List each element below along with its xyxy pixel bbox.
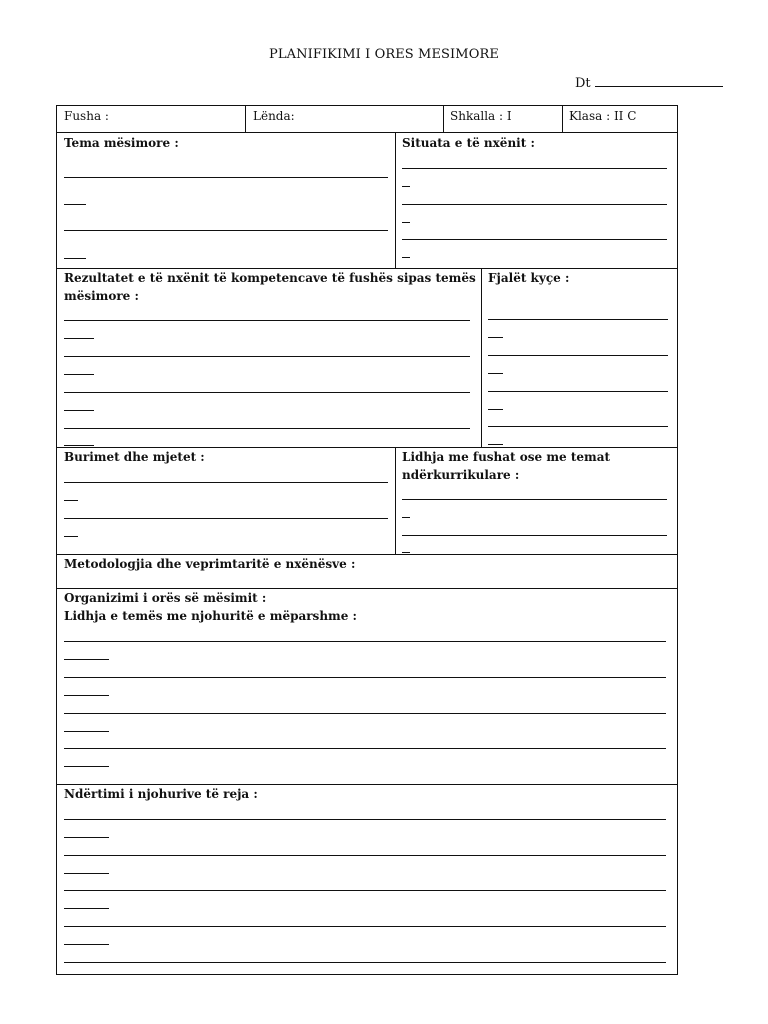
page-title: PLANIFIKIMI I ORES MESIMORE <box>269 47 499 62</box>
situata-line-stub[interactable] <box>402 257 410 258</box>
tema-line[interactable] <box>64 177 388 178</box>
lidhja-njohurite-label: Lidhja e temës me njohuritë e mëparshme : <box>64 609 357 623</box>
fjalet-line-stub[interactable] <box>488 373 503 374</box>
situata-label: Situata e të nxënit : <box>402 136 535 150</box>
organizimi-label: Organizimi i orës së mësimit : <box>64 591 267 605</box>
rezultatet-line-stub[interactable] <box>64 338 94 339</box>
burimet-line[interactable] <box>64 518 388 519</box>
lidhja-fushat-line-stub[interactable] <box>402 552 410 553</box>
rezultatet-line[interactable] <box>64 428 470 429</box>
organizimi-line[interactable] <box>64 641 666 642</box>
column-divider <box>443 106 444 132</box>
row-divider <box>57 447 677 448</box>
organizimi-line[interactable] <box>64 713 666 714</box>
ndertimi-line-stub[interactable] <box>64 908 109 909</box>
tema-label: Tema mësimore : <box>64 136 179 150</box>
fjalet-line[interactable] <box>488 319 668 320</box>
rezultatet-line[interactable] <box>64 392 470 393</box>
organizimi-line-stub[interactable] <box>64 766 109 767</box>
organizimi-line-stub[interactable] <box>64 695 109 696</box>
column-divider <box>562 106 563 132</box>
organizimi-line[interactable] <box>64 677 666 678</box>
burimet-line-stub[interactable] <box>64 500 78 501</box>
rezultatet-line-stub[interactable] <box>64 445 94 446</box>
ndertimi-label: Ndërtimi i njohurive të reja : <box>64 787 258 801</box>
lenda-label: Lënda: <box>253 109 295 123</box>
ndertimi-line[interactable] <box>64 855 666 856</box>
burimet-line-stub[interactable] <box>64 536 78 537</box>
column-divider <box>395 447 396 554</box>
rezultatet-line[interactable] <box>64 356 470 357</box>
organizimi-line-stub[interactable] <box>64 659 109 660</box>
fjalet-kyce-label: Fjalët kyçe : <box>488 271 570 285</box>
burimet-line[interactable] <box>64 482 388 483</box>
row-divider <box>57 268 677 269</box>
ndertimi-line-stub[interactable] <box>64 837 109 838</box>
metodologjia-label: Metodologjia dhe veprimtaritë e nxënësve : <box>64 557 356 571</box>
column-divider <box>395 132 396 268</box>
ndertimi-line[interactable] <box>64 890 666 891</box>
fjalet-line[interactable] <box>488 391 668 392</box>
fjalet-line[interactable] <box>488 426 668 427</box>
ndertimi-line-stub[interactable] <box>64 873 109 874</box>
column-divider <box>245 106 246 132</box>
row-divider <box>57 784 677 785</box>
ndertimi-line[interactable] <box>64 962 666 963</box>
fjalet-line[interactable] <box>488 355 668 356</box>
rezultatet-label-cont: mësimore : <box>64 289 139 303</box>
situata-line-stub[interactable] <box>402 222 410 223</box>
lesson-plan-form <box>56 105 678 975</box>
shkalla-label: Shkalla : I <box>450 109 512 123</box>
situata-line[interactable] <box>402 239 667 240</box>
burimet-label: Burimet dhe mjetet : <box>64 450 205 464</box>
lidhja-fushat-line[interactable] <box>402 499 667 500</box>
lidhja-fushat-label: Lidhja me fushat ose me temat <box>402 450 611 464</box>
date-blank-line[interactable] <box>595 76 723 87</box>
fjalet-line-stub[interactable] <box>488 444 503 445</box>
organizimi-line[interactable] <box>64 748 666 749</box>
ndertimi-line[interactable] <box>64 926 666 927</box>
fjalet-line-stub[interactable] <box>488 337 503 338</box>
column-divider <box>481 268 482 447</box>
situata-line[interactable] <box>402 168 667 169</box>
rezultatet-label: Rezultatet e të nxënit të kompetencave të fushës sipas temës <box>64 271 476 285</box>
row-divider <box>57 132 677 133</box>
row-divider <box>57 588 677 589</box>
rezultatet-line[interactable] <box>64 320 470 321</box>
row-divider <box>57 554 677 555</box>
lidhja-fushat-line[interactable] <box>402 535 667 536</box>
tema-line-stub[interactable] <box>64 204 86 205</box>
situata-line[interactable] <box>402 204 667 205</box>
lidhja-fushat-line-stub[interactable] <box>402 517 410 518</box>
tema-line-stub[interactable] <box>64 258 86 259</box>
ndertimi-line[interactable] <box>64 819 666 820</box>
rezultatet-line-stub[interactable] <box>64 410 94 411</box>
lidhja-fushat-label-cont: ndërkurrikulare : <box>402 468 520 482</box>
tema-line[interactable] <box>64 230 388 231</box>
date-label: Dt <box>575 76 591 91</box>
date-field[interactable] <box>575 76 723 91</box>
situata-line-stub[interactable] <box>402 186 410 187</box>
fusha-label: Fusha : <box>64 109 109 123</box>
klasa-label: Klasa : II C <box>569 109 637 123</box>
organizimi-line-stub[interactable] <box>64 731 109 732</box>
ndertimi-line-stub[interactable] <box>64 944 109 945</box>
rezultatet-line-stub[interactable] <box>64 374 94 375</box>
fjalet-line-stub[interactable] <box>488 409 503 410</box>
